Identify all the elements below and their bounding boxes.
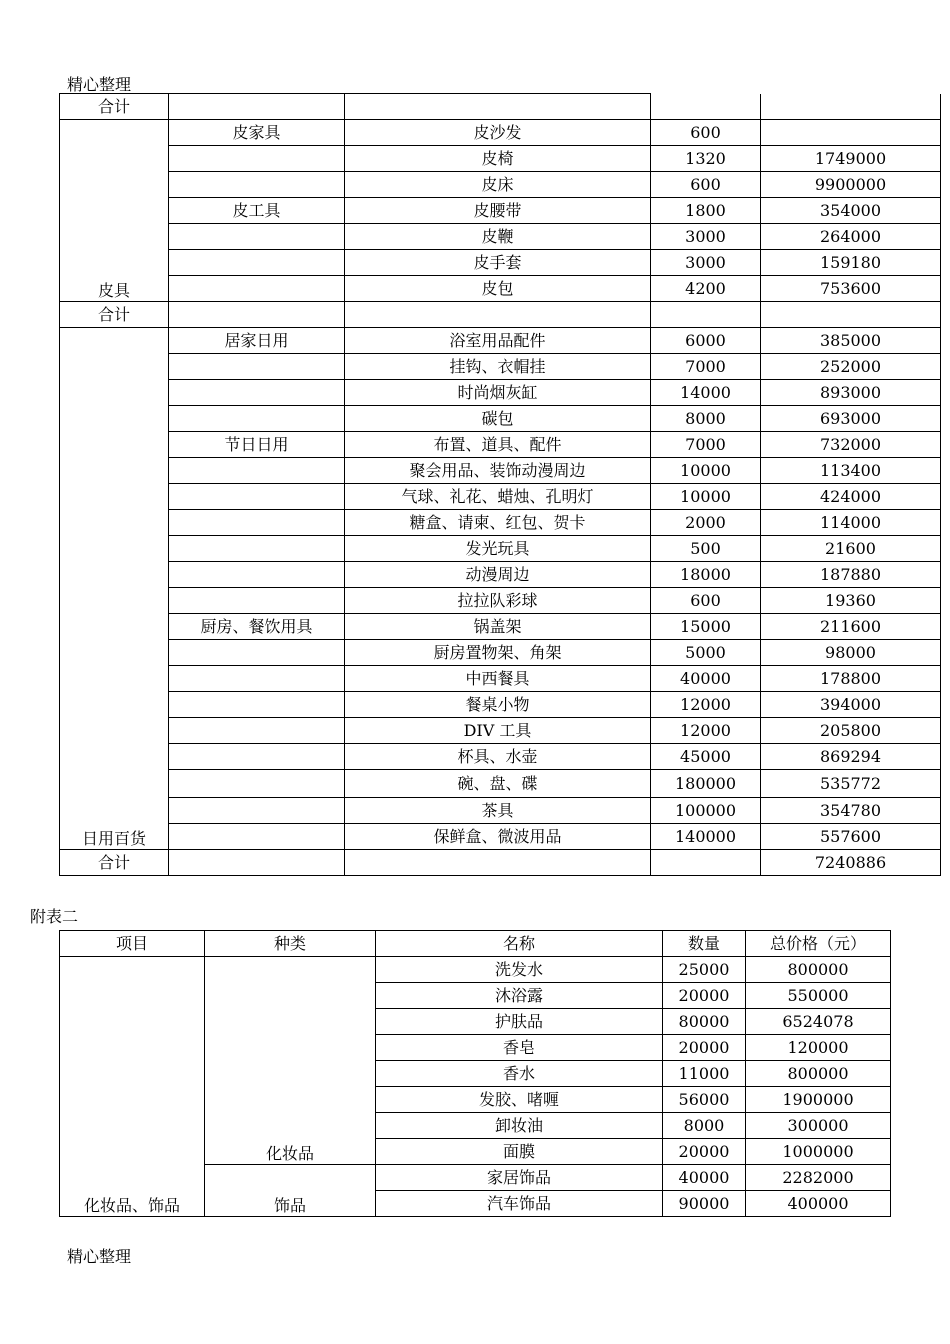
project-cell: 化妆品、饰品 (60, 957, 205, 1217)
name-cell (345, 850, 651, 876)
qty-cell: 14000 (651, 380, 761, 406)
name-cell: 香皂 (376, 1035, 663, 1061)
qty-cell: 11000 (663, 1061, 746, 1087)
price-cell: 1000000 (746, 1139, 891, 1165)
price-cell: 120000 (746, 1035, 891, 1061)
table-row (60, 484, 941, 510)
qty-cell (651, 94, 761, 120)
table-row (60, 770, 941, 798)
qty-cell: 40000 (651, 666, 761, 692)
qty-cell: 8000 (663, 1113, 746, 1139)
category-cell (169, 94, 345, 120)
name-cell: 锅盖架 (345, 614, 651, 640)
table-row (60, 198, 941, 224)
price-cell: 800000 (746, 1061, 891, 1087)
price-cell: 19360 (761, 588, 941, 614)
category-cell (169, 380, 345, 406)
category-cell (169, 302, 345, 328)
table-row (60, 824, 941, 850)
header-row (60, 931, 891, 957)
qty-cell: 3000 (651, 250, 761, 276)
category-cell (169, 770, 345, 798)
category-cell (169, 250, 345, 276)
name-cell: 发胶、啫喱 (376, 1087, 663, 1113)
category-cell (169, 224, 345, 250)
name-cell: 拉拉队彩球 (345, 588, 651, 614)
total-value: 7240886 (761, 850, 941, 876)
price-cell: 1749000 (761, 146, 941, 172)
name-cell: 皮包 (345, 276, 651, 302)
price-cell: 400000 (746, 1191, 891, 1217)
total-label: 合计 (60, 850, 169, 876)
price-cell: 9900000 (761, 172, 941, 198)
table-row (60, 224, 941, 250)
qty-cell: 10000 (651, 458, 761, 484)
name-cell: 糖盒、请柬、红包、贺卡 (345, 510, 651, 536)
qty-cell: 25000 (663, 957, 746, 983)
name-cell: 杯具、水壶 (345, 744, 651, 770)
leather-project: 皮具 (60, 120, 169, 302)
price-cell: 550000 (746, 983, 891, 1009)
name-cell: 气球、礼花、蜡烛、孔明灯 (345, 484, 651, 510)
price-cell: 800000 (746, 957, 891, 983)
table-row (60, 354, 941, 380)
price-cell: 252000 (761, 354, 941, 380)
name-cell: 厨房置物架、角架 (345, 640, 651, 666)
table-row (60, 432, 941, 458)
name-cell: DIV 工具 (345, 718, 651, 744)
name-cell: 挂钩、衣帽挂 (345, 354, 651, 380)
name-cell: 茶具 (345, 798, 651, 824)
category-cell: 饰品 (205, 1165, 376, 1217)
name-cell: 餐桌小物 (345, 692, 651, 718)
price-cell: 354780 (761, 798, 941, 824)
name-cell: 布置、道具、配件 (345, 432, 651, 458)
name-cell: 皮床 (345, 172, 651, 198)
name-cell (345, 94, 651, 120)
category-cell (169, 744, 345, 770)
qty-cell: 600 (651, 588, 761, 614)
price-cell: 557600 (761, 824, 941, 850)
price-cell: 732000 (761, 432, 941, 458)
qty-cell: 6000 (651, 328, 761, 354)
qty-cell: 600 (651, 172, 761, 198)
name-cell: 皮鞭 (345, 224, 651, 250)
column-header: 数量 (663, 931, 746, 957)
price-cell: 187880 (761, 562, 941, 588)
name-cell: 皮椅 (345, 146, 651, 172)
price-cell: 394000 (761, 692, 941, 718)
qty-cell: 80000 (663, 1009, 746, 1035)
category-cell: 皮工具 (169, 198, 345, 224)
name-cell: 洗发水 (376, 957, 663, 983)
name-cell: 发光玩具 (345, 536, 651, 562)
price-cell: 178800 (761, 666, 941, 692)
price-cell: 1900000 (746, 1087, 891, 1113)
column-header: 种类 (205, 931, 376, 957)
category-cell (169, 692, 345, 718)
category-cell (169, 484, 345, 510)
category-cell (169, 718, 345, 744)
qty-cell: 1800 (651, 198, 761, 224)
name-cell: 动漫周边 (345, 562, 651, 588)
name-cell: 碳包 (345, 406, 651, 432)
qty-cell: 45000 (651, 744, 761, 770)
table-row (60, 536, 941, 562)
category-cell: 节日日用 (169, 432, 345, 458)
category-cell (169, 146, 345, 172)
qty-cell (651, 302, 761, 328)
name-cell: 中西餐具 (345, 666, 651, 692)
name-cell: 汽车饰品 (376, 1191, 663, 1217)
qty-cell: 4200 (651, 276, 761, 302)
name-cell: 聚会用品、装饰动漫周边 (345, 458, 651, 484)
qty-cell (651, 850, 761, 876)
table-row (60, 172, 941, 198)
qty-cell: 10000 (651, 484, 761, 510)
daily-project: 日用百货 (60, 328, 169, 850)
qty-cell: 20000 (663, 983, 746, 1009)
table-row (60, 458, 941, 484)
table-row (60, 380, 941, 406)
name-cell: 皮腰带 (345, 198, 651, 224)
price-cell: 205800 (761, 718, 941, 744)
price-cell: 211600 (761, 614, 941, 640)
category-cell: 化妆品 (205, 957, 376, 1165)
category-cell (169, 276, 345, 302)
category-cell: 居家日用 (169, 328, 345, 354)
name-cell: 香水 (376, 1061, 663, 1087)
qty-cell: 2000 (651, 510, 761, 536)
page-header: 精心整理 (67, 75, 132, 94)
qty-cell: 8000 (651, 406, 761, 432)
price-cell: 2282000 (746, 1165, 891, 1191)
qty-cell: 5000 (651, 640, 761, 666)
table-row (60, 640, 941, 666)
price-cell: 893000 (761, 380, 941, 406)
price-cell: 869294 (761, 744, 941, 770)
qty-cell: 12000 (651, 718, 761, 744)
total-label: 合计 (60, 94, 169, 120)
name-cell: 护肤品 (376, 1009, 663, 1035)
table-row (60, 850, 941, 876)
category-cell (169, 406, 345, 432)
table-row (60, 328, 941, 354)
price-cell: 424000 (761, 484, 941, 510)
category-cell: 厨房、餐饮用具 (169, 614, 345, 640)
table-row (60, 146, 941, 172)
qty-cell: 140000 (651, 824, 761, 850)
qty-cell: 20000 (663, 1035, 746, 1061)
table-row (60, 250, 941, 276)
name-cell: 时尚烟灰缸 (345, 380, 651, 406)
inventory-table-1 (59, 93, 941, 876)
category-cell: 皮家具 (169, 120, 345, 146)
category-cell (169, 458, 345, 484)
qty-cell: 40000 (663, 1165, 746, 1191)
price-cell: 535772 (761, 770, 941, 798)
appendix2-title: 附表二 (30, 907, 79, 926)
price-cell: 300000 (746, 1113, 891, 1139)
qty-cell: 180000 (651, 770, 761, 798)
category-cell (169, 640, 345, 666)
category-cell (169, 536, 345, 562)
qty-cell: 3000 (651, 224, 761, 250)
qty-cell: 90000 (663, 1191, 746, 1217)
name-cell: 皮手套 (345, 250, 651, 276)
table-row (60, 588, 941, 614)
table-row (60, 798, 941, 824)
table-row (60, 120, 941, 146)
category-cell (169, 354, 345, 380)
table-row (60, 510, 941, 536)
qty-cell: 7000 (651, 432, 761, 458)
price-cell: 385000 (761, 328, 941, 354)
name-cell: 卸妆油 (376, 1113, 663, 1139)
table-row (60, 744, 941, 770)
column-header: 名称 (376, 931, 663, 957)
qty-cell: 12000 (651, 692, 761, 718)
table-row (60, 614, 941, 640)
price-cell (761, 120, 941, 146)
category-cell (169, 510, 345, 536)
qty-cell: 500 (651, 536, 761, 562)
category-cell (169, 562, 345, 588)
price-cell (761, 94, 941, 120)
table-row (60, 692, 941, 718)
price-cell: 114000 (761, 510, 941, 536)
qty-cell: 15000 (651, 614, 761, 640)
table-row (60, 302, 941, 328)
name-cell: 碗、盘、碟 (345, 770, 651, 798)
page-footer: 精心整理 (67, 1247, 132, 1266)
name-cell: 沐浴露 (376, 983, 663, 1009)
table-row (60, 94, 941, 120)
qty-cell: 18000 (651, 562, 761, 588)
name-cell: 家居饰品 (376, 1165, 663, 1191)
price-cell: 21600 (761, 536, 941, 562)
price-cell: 354000 (761, 198, 941, 224)
table-row (60, 562, 941, 588)
column-header: 总价格（元） (746, 931, 891, 957)
qty-cell: 1320 (651, 146, 761, 172)
name-cell: 面膜 (376, 1139, 663, 1165)
price-cell: 264000 (761, 224, 941, 250)
qty-cell: 100000 (651, 798, 761, 824)
price-cell: 159180 (761, 250, 941, 276)
qty-cell: 7000 (651, 354, 761, 380)
total-value (761, 302, 941, 328)
table-row (60, 718, 941, 744)
table-row (60, 406, 941, 432)
price-cell: 6524078 (746, 1009, 891, 1035)
table-row (60, 666, 941, 692)
name-cell: 皮沙发 (345, 120, 651, 146)
qty-cell: 20000 (663, 1139, 746, 1165)
qty-cell: 600 (651, 120, 761, 146)
qty-cell: 56000 (663, 1087, 746, 1113)
category-cell (169, 666, 345, 692)
price-cell: 113400 (761, 458, 941, 484)
price-cell: 753600 (761, 276, 941, 302)
price-cell: 693000 (761, 406, 941, 432)
category-cell (169, 172, 345, 198)
table-row (60, 276, 941, 302)
appendix2-table (59, 930, 891, 1217)
category-cell (169, 850, 345, 876)
column-header: 项目 (60, 931, 205, 957)
category-cell (169, 798, 345, 824)
total-label: 合计 (60, 302, 169, 328)
name-cell: 保鲜盒、微波用品 (345, 824, 651, 850)
name-cell (345, 302, 651, 328)
table-row (60, 957, 891, 983)
category-cell (169, 588, 345, 614)
category-cell (169, 824, 345, 850)
price-cell: 98000 (761, 640, 941, 666)
name-cell: 浴室用品配件 (345, 328, 651, 354)
